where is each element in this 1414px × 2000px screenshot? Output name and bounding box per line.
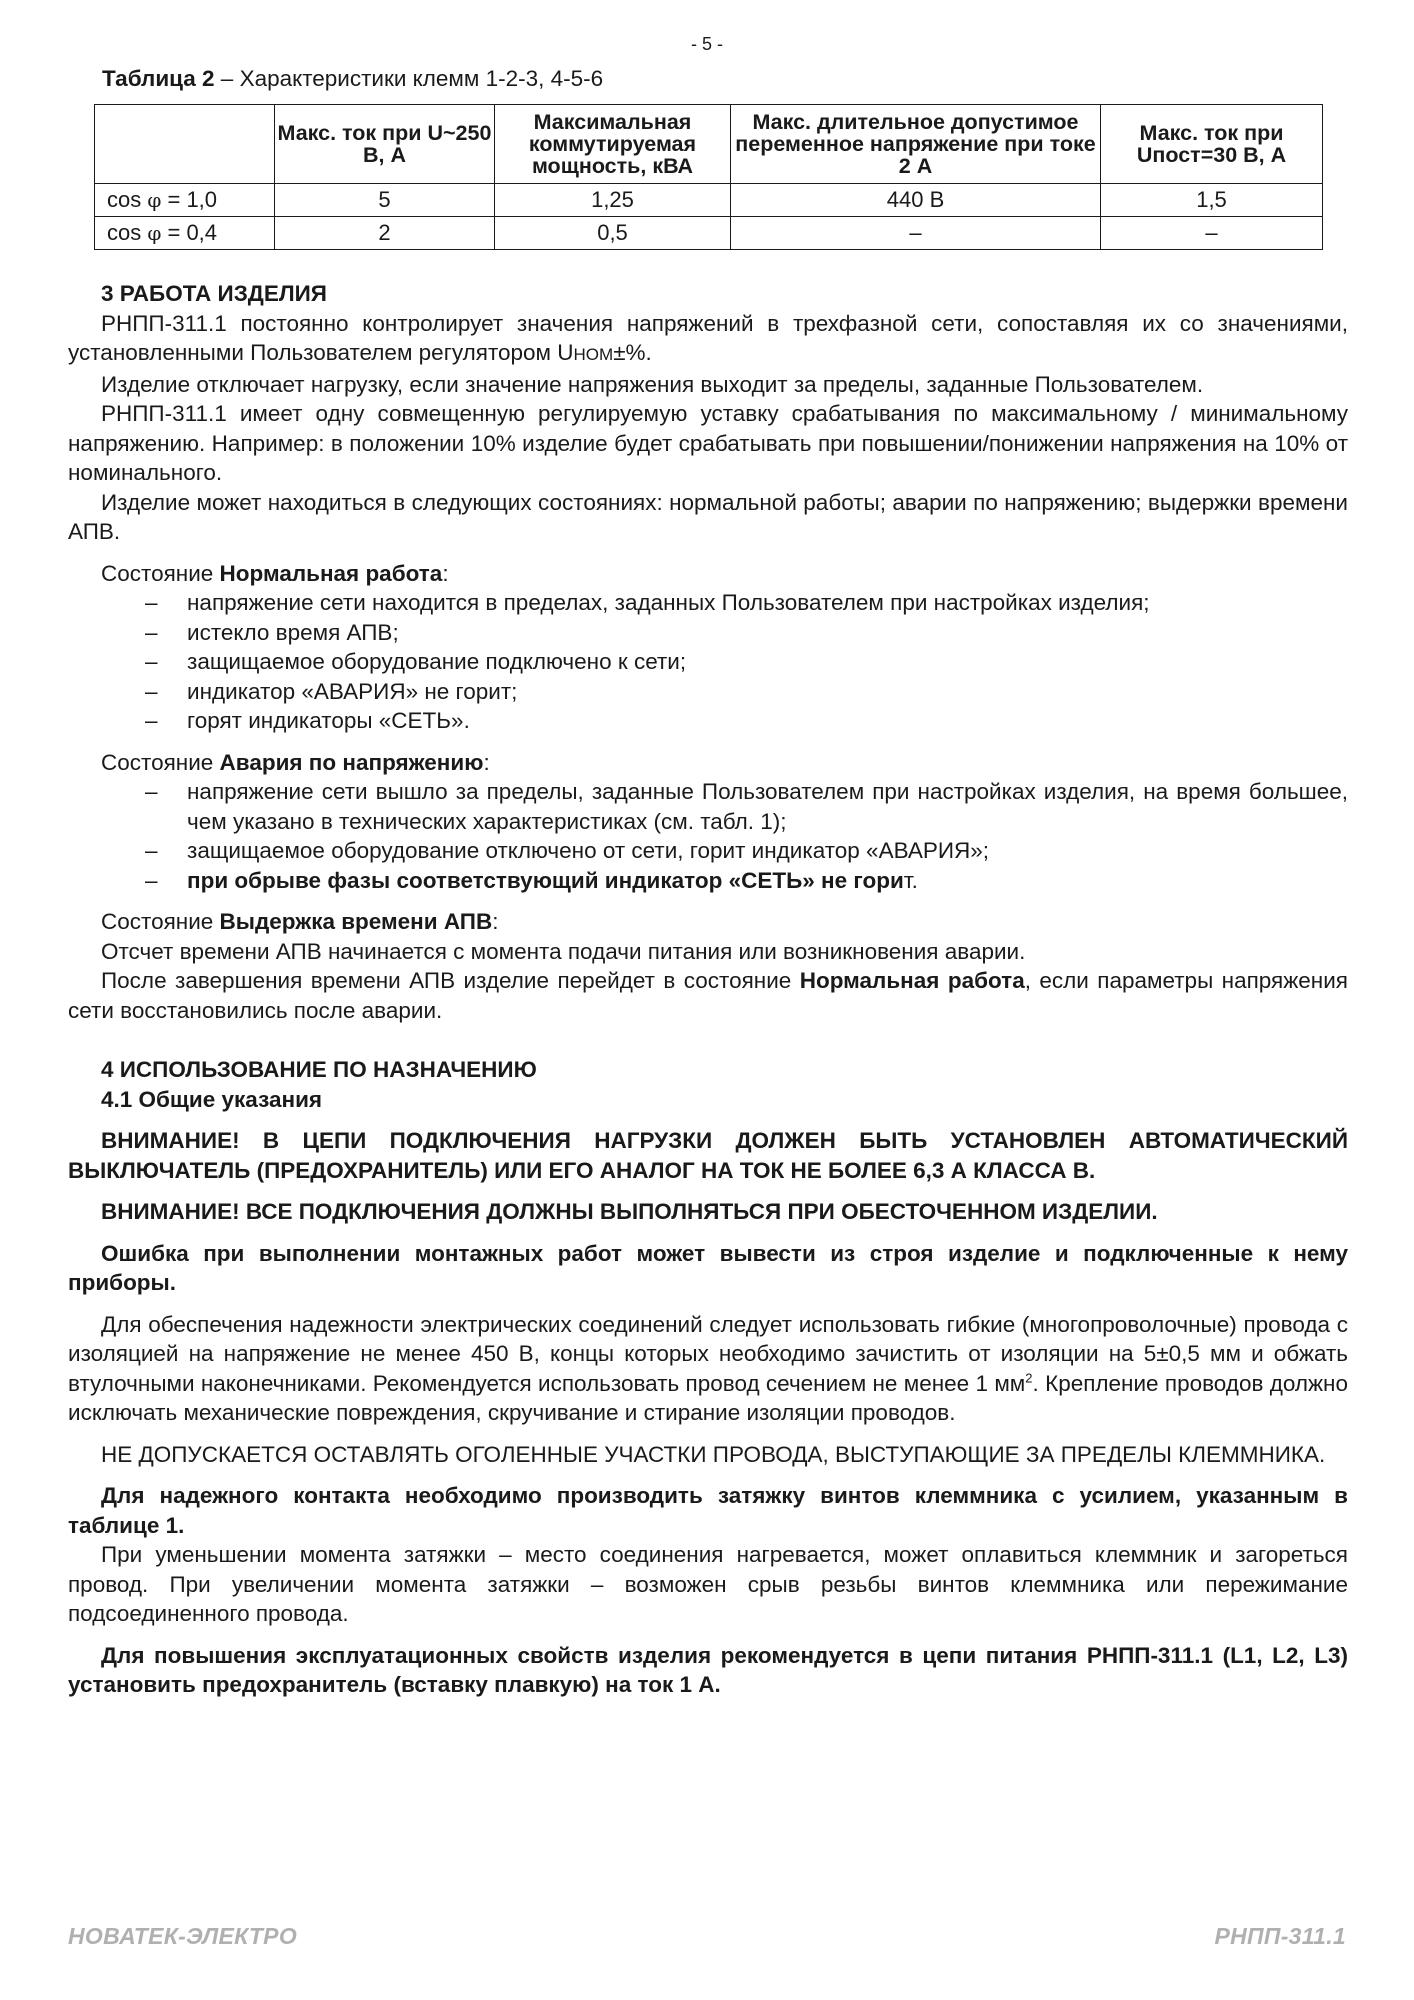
- state-word: Состояние: [101, 749, 220, 775]
- list-item: – защищаемое оборудование подключено к сети;: [187, 647, 1348, 677]
- paragraph-text: Для обеспечения надежности электрических соединений следует использовать гибкие (многопроволочные) провода с изоляцией на напряжение не менее 450 В, концы которых необходимо зачистить от изоляции на 5±0,5 мм и обжать втулочными наконечниками. Рекомендуется использовать провод сечением не менее 1 мм: [68, 1311, 1348, 1396]
- row-label-value: = 1,0: [161, 187, 218, 212]
- paragraph-bold: Нормальная работа: [799, 968, 1025, 993]
- table-row: [95, 184, 1323, 217]
- table-header-cell: [95, 105, 275, 184]
- fuse-recommendation: Для повышения эксплуатационных свойств изделия рекомендуется в цепи питания РНПП-311.1 (L1, L2, L3) установить предохранитель (вставку плавкую) на ток 1 А.: [68, 1642, 1348, 1697]
- unom-subscript: НОМ: [573, 345, 614, 364]
- section-4-title: 4 ИСПОЛЬЗОВАНИЕ ПО НАЗНАЧЕНИЮ: [101, 1057, 537, 1082]
- notice-bare-wire: НЕ ДОПУСКАЕТСЯ ОСТАВЛЯТЬ ОГОЛЕННЫЕ УЧАСТКИ ПРОВОДА, ВЫСТУПАЮЩИЕ ЗА ПРЕДЕЛЫ КЛЕММНИКА.: [101, 1441, 1326, 1467]
- paragraph-text-end: , если параметры напряжения сети восстановились после аварии.: [68, 968, 1348, 1023]
- state-name: Выдержка времени АПВ: [219, 909, 493, 934]
- table-cell: –: [731, 217, 1101, 250]
- list-item: – истекло время АПВ;: [187, 618, 1348, 648]
- table-cell: 0,5: [495, 217, 731, 250]
- section-3-title: 3 РАБОТА ИЗДЕЛИЯ: [101, 281, 327, 306]
- table-row: [95, 217, 1323, 250]
- state-name: Нормальная работа: [219, 560, 443, 586]
- superscript: 2: [1025, 1370, 1033, 1385]
- paragraph: [68, 309, 1348, 370]
- state-word: Состояние: [101, 909, 220, 934]
- paragraph-text: РНПП-311.1 постоянно контролирует значения напряжений в трехфазной сети, сопоставляя их со значениями, установленными Пользователем регулятором U: [68, 310, 1348, 365]
- terminal-characteristics-table: [94, 104, 1323, 250]
- table-caption-label: Таблица 2: [102, 66, 215, 91]
- list-item: – напряжение сети вышло за пределы, заданные Пользователем при настройках изделия, на время большее, чем указано в технических характеристиках (см. табл. 1);: [187, 777, 1348, 836]
- paragraph-text-end: . Крепление проводов должно исключать механические повреждения, скручивание и стирание изоляции проводов.: [68, 1370, 1348, 1425]
- paragraph: При уменьшении момента затяжки – место соединения нагревается, может оплавиться клеммник и загореться провод. При увеличении момента затяжки – возможен срыв резьбы винтов клеммника или пережимание подсоединенного провода.: [68, 1542, 1348, 1626]
- row-label-cos: cos: [107, 187, 148, 212]
- paragraph: Отсчет времени АПВ начинается с момента подачи питания или возникновения аварии.: [101, 938, 1026, 964]
- paragraph-text-end: ±%.: [613, 340, 652, 365]
- table-caption: [102, 64, 603, 94]
- row-label: [95, 184, 275, 217]
- list-item: – защищаемое оборудование отключено от сети, горит индикатор «АВАРИЯ»;: [187, 836, 1348, 866]
- list-item: – напряжение сети находится в пределах, заданных Пользователем при настройках изделия;: [187, 588, 1348, 618]
- table-cell: 1,5: [1101, 184, 1323, 217]
- table-cell: 440 В: [731, 184, 1101, 217]
- paragraph-wires: [68, 1310, 1348, 1428]
- table-header-cell: Макс. ток при U~250 В, А: [275, 105, 495, 184]
- table-caption-text: – Характеристики клемм 1-2-3, 4-5-6: [214, 66, 604, 91]
- table-header-row: [95, 105, 1323, 184]
- list-item: – индикатор «АВАРИЯ» не горит;: [187, 677, 1348, 707]
- state-normal-list: [68, 588, 1348, 736]
- state-delay-heading: Состояние Выдержка времени АПВ:: [101, 909, 499, 934]
- state-name: Авария по напряжению: [219, 749, 484, 775]
- document-body: [68, 279, 1348, 1700]
- list-item: – горят индикаторы «СЕТЬ».: [187, 706, 1348, 736]
- torque-requirement: Для надежного контакта необходимо производить затяжку винтов клеммника с усилием, указанным в таблице 1.: [68, 1483, 1348, 1538]
- table-cell: 2: [275, 217, 495, 250]
- table-header-cell: Макс. ток при Uпост=30 В, А: [1101, 105, 1323, 184]
- table-header-cell: Максимальная коммутируемая мощность, кВА: [495, 105, 731, 184]
- warning-deenergized: ВНИМАНИЕ! ВСЕ ПОДКЛЮЧЕНИЯ ДОЛЖНЫ ВЫПОЛНЯТЬСЯ ПРИ ОБЕСТОЧЕННОМ ИЗДЕЛИИ.: [101, 1199, 1158, 1224]
- paragraph: Изделие отключает нагрузку, если значение напряжения выходит за пределы, заданные Пользователем.: [101, 371, 1204, 397]
- list-item: [187, 866, 1348, 896]
- table-cell: 5: [275, 184, 495, 217]
- warning-breaker: ВНИМАНИЕ! В ЦЕПИ ПОДКЛЮЧЕНИЯ НАГРУЗКИ ДОЛЖЕН БЫТЬ УСТАНОВЛЕН АВТОМАТИЧЕСКИЙ ВЫКЛЮЧАТЕЛЬ (ПРЕДОХРАНИТЕЛЬ) ИЛИ ЕГО АНАЛОГ НА ТОК НЕ БОЛЕЕ 6,3 А КЛАССА В.: [68, 1128, 1348, 1183]
- table-cell: 1,25: [495, 184, 731, 217]
- row-label: [95, 217, 275, 250]
- row-label-phi: φ: [147, 188, 162, 212]
- row-label-value: = 0,4: [161, 220, 218, 245]
- state-word: Состояние: [101, 560, 220, 586]
- table-header-cell: Макс. длительное допустимое переменное напряжение при токе 2 А: [731, 105, 1101, 184]
- state-normal-heading: Состояние Нормальная работа:: [101, 560, 449, 586]
- section-4-1-title: 4.1 Общие указания: [101, 1086, 323, 1112]
- state-alarm-heading: Состояние Авария по напряжению:: [101, 749, 490, 775]
- paragraph: [68, 966, 1348, 1025]
- paragraph: РНПП-311.1 имеет одну совмещенную регулируемую уставку срабатывания по максимальному / минимальному напряжению. Например: в положении 10% изделие будет срабатывать при повышении/понижении напряжения на 10% от номинального.: [68, 401, 1348, 485]
- paragraph-text: После завершения времени АПВ изделие перейдет в состояние: [101, 968, 800, 993]
- row-label-cos: cos: [107, 220, 148, 245]
- footer-model: РНПП-311.1: [1214, 1923, 1346, 1949]
- paragraph: Изделие может находиться в следующих состояниях: нормальной работы; аварии по напряжению; выдержки времени АПВ.: [68, 489, 1348, 544]
- row-label-phi: φ: [147, 221, 162, 245]
- list-item-bold: при обрыве фазы соответствующий индикатор «СЕТЬ» не гори: [187, 867, 904, 893]
- page-number: - 5 -: [690, 34, 723, 54]
- warning-installation-error: Ошибка при выполнении монтажных работ может вывести из строя изделие и подключенные к нему приборы.: [68, 1240, 1348, 1295]
- table-cell: –: [1101, 217, 1323, 250]
- list-item-end: т.: [903, 867, 918, 893]
- footer-company: НОВАТЕК-ЭЛЕКТРО: [68, 1923, 298, 1949]
- state-alarm-list: [68, 777, 1348, 895]
